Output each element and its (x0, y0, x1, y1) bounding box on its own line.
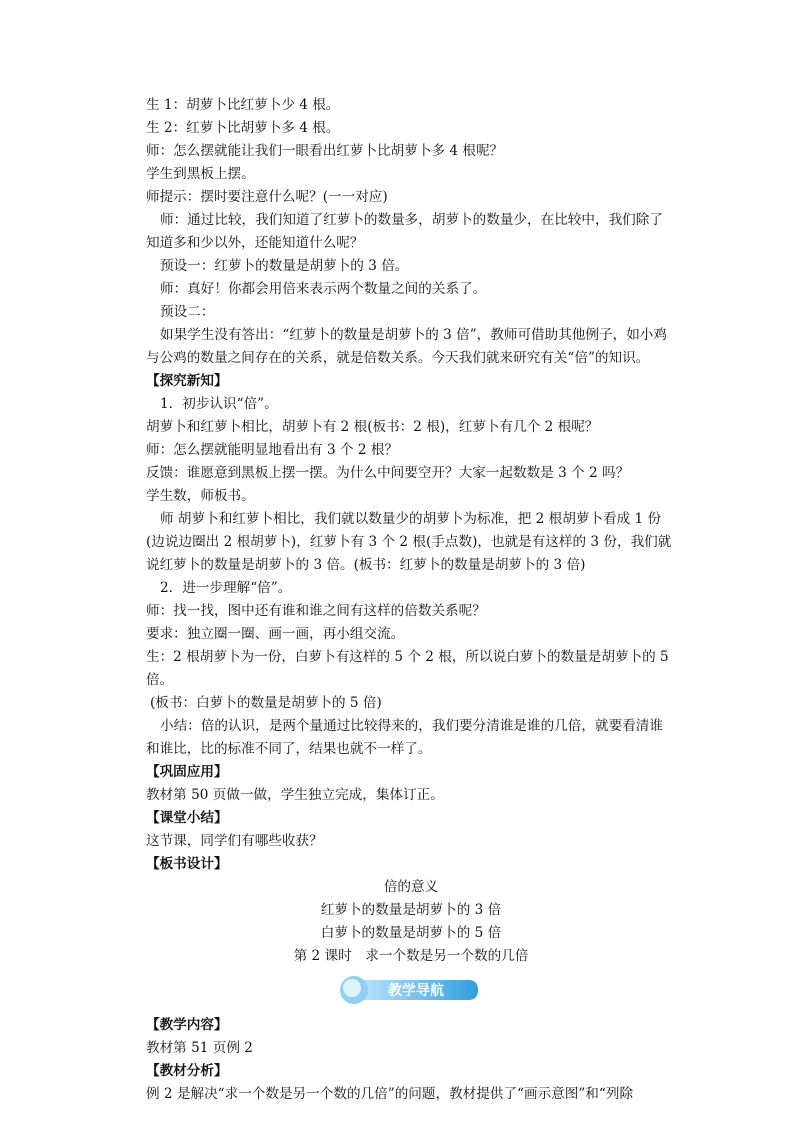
dialogue-line: 师：怎么摆就能明显地看出有 3 个 2 根？ (146, 442, 399, 458)
dialogue-line: 反馈：谁愿意到黑板上摆一摆。为什么中间要空开？大家一起数数是 3 个 2 吗？ (146, 465, 630, 481)
summary-paragraph: 小结：倍的认识，是两个量通过比较得来的，我们要分清谁是谁的几倍，就要看清谁和谁比，比的标准不同了，结果也就不一样了。 (146, 718, 663, 757)
section-heading: 【巩固应用】 (146, 764, 228, 780)
document-body (146, 94, 676, 1106)
paragraph: 如果学生没有答出：“红萝卜的数量是胡萝卜的 3 倍”，教师可借助其他例子，如小鸡与公鸡的数量之间存在的关系，就是倍数关系。今天我们就来研究有关“倍”的知识。 (146, 327, 667, 366)
paragraph: 例 2 是解决“求一个数是另一个数的几倍”的问题，教材提供了“画示意图”和“列除 (146, 1086, 634, 1102)
dialogue-line: 生 2：红萝卜比胡萝卜多 4 根。 (146, 120, 340, 136)
lesson-title: 第 2 课时 求一个数是另一个数的几倍 (293, 948, 529, 964)
dialogue-line: 师：找一找，图中还有谁和谁之间有这样的倍数关系呢？ (146, 603, 486, 619)
dialogue-line: 学生到黑板上摆。 (146, 166, 255, 182)
banner-text: 教学导航 (388, 983, 444, 999)
dialogue-line: 师：怎么摆就能让我们一眼看出红萝卜比胡萝卜多 4 根呢？ (146, 143, 504, 159)
board-line: 白萝卜的数量是胡萝卜的 5 倍 (320, 925, 502, 941)
paragraph: 师 胡萝卜和红萝卜相比，我们就以数量少的胡萝卜为标准，把 2 根胡萝卜看成 1 份(边说边圈出 2 根胡萝卜)，红萝卜有 3 个 2 根(手点数)，也就是有这样的 3 份，我们就说红萝卜的数量是胡萝卜的 3 倍。(板书：红萝卜的数量是胡萝卜的 3 倍) (146, 511, 672, 573)
subheading: 2．进一步理解“倍”。 (160, 580, 292, 596)
section-heading: 【课堂小结】 (146, 810, 228, 826)
board-design (146, 876, 676, 945)
paragraph: 这节课，同学们有哪些收获？ (146, 833, 323, 849)
teaching-guide-banner (146, 972, 676, 1010)
section-heading: 【探究新知】 (146, 373, 228, 389)
section-heading: 【教材分析】 (146, 1063, 228, 1079)
paragraph: 师：通过比较，我们知道了红萝卜的数量多，胡萝卜的数量少，在比较中，我们除了知道多和少以外，还能知道什么呢？ (146, 212, 663, 251)
subheading: 1．初步认识“倍”。 (160, 396, 278, 412)
board-line: 红萝卜的数量是胡萝卜的 3 倍 (320, 902, 502, 918)
paragraph: 胡萝卜和红萝卜相比，胡萝卜有 2 根(板书：2 根)，红萝卜有几个 2 根呢？ (146, 419, 599, 435)
dialogue-line: 师：真好！你都会用倍来表示两个数量之间的关系了。 (160, 281, 487, 297)
banner-graphic (336, 972, 486, 1008)
paragraph: 教材第 50 页做一做，学生独立完成，集体订正。 (146, 787, 444, 803)
dialogue-line: 要求：独立圈一圈、画一画，再小组交流。 (146, 626, 405, 642)
dialogue-line: 预设二： (160, 304, 215, 320)
dialogue-line: 学生数，师板书。 (146, 488, 255, 504)
board-note: (板书：白萝卜的数量是胡萝卜的 5 倍) (150, 695, 382, 711)
dialogue-line: 预设一：红萝卜的数量是胡萝卜的 3 倍。 (160, 258, 409, 274)
dialogue-line: 师提示：摆时要注意什么呢？(一一对应) (146, 189, 388, 205)
paragraph: 生：2 根胡萝卜为一份，白萝卜有这样的 5 个 2 根，所以说白萝卜的数量是胡萝卜的 5 倍。 (146, 649, 669, 688)
section-heading: 【板书设计】 (146, 856, 228, 872)
banner-inner-circle-icon (343, 979, 361, 997)
dialogue-line: 生 1：胡萝卜比红萝卜少 4 根。 (146, 97, 340, 113)
section-heading: 【教学内容】 (146, 1017, 228, 1033)
board-title: 倍的意义 (383, 879, 439, 895)
paragraph: 教材第 51 页例 2 (146, 1040, 253, 1056)
